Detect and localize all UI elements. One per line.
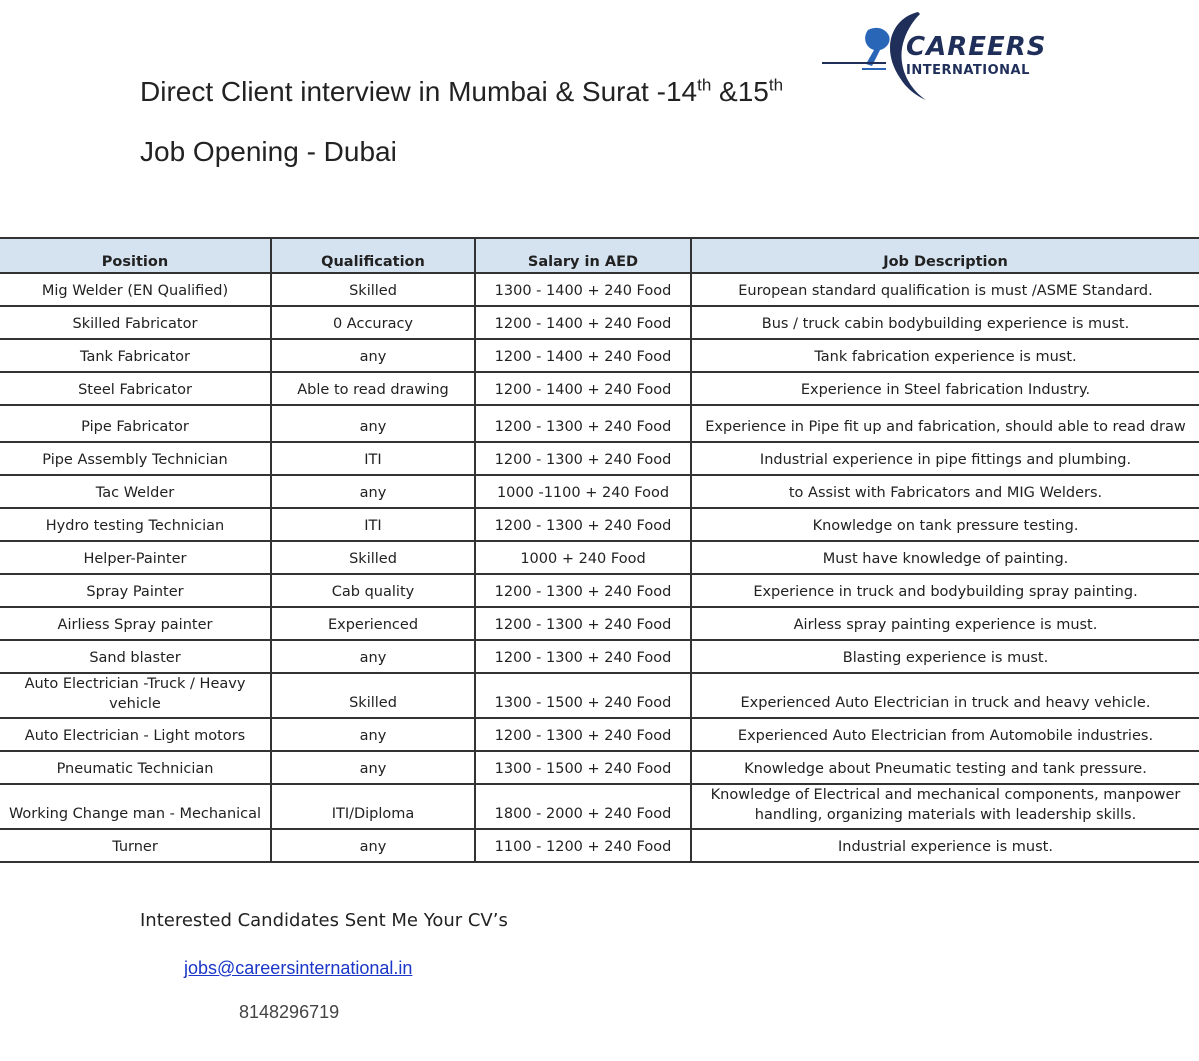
- table-row: [0, 339, 1199, 372]
- table-row: [0, 306, 1199, 339]
- salary-cell: 1100 - 1200 + 240 Food: [475, 829, 691, 862]
- table-row: [0, 751, 1199, 784]
- description-cell: Airless spray painting experience is must.: [691, 607, 1199, 640]
- qualification-cell: any: [271, 718, 475, 751]
- salary-cell: 1300 - 1400 + 240 Food: [475, 273, 691, 306]
- description-cell: Experience in Pipe fit up and fabrication, should able to read draw: [691, 405, 1199, 442]
- position-cell: Auto Electrician -Truck / Heavy vehicle: [0, 673, 271, 718]
- description-cell: Experience in Steel fabrication Industry.: [691, 372, 1199, 405]
- logo-subtitle: INTERNATIONAL: [906, 63, 1030, 78]
- salary-cell: 1300 - 1500 + 240 Food: [475, 673, 691, 718]
- column-header-qualification: Qualification: [271, 238, 475, 273]
- page-title: Job Opening - Dubai: [140, 136, 397, 167]
- description-cell: Industrial experience in pipe fittings and plumbing.: [691, 442, 1199, 475]
- salary-cell: 1200 - 1300 + 240 Food: [475, 574, 691, 607]
- table-row: [0, 829, 1199, 862]
- table-row: [0, 372, 1199, 405]
- qualification-cell: any: [271, 751, 475, 784]
- salary-cell: 1000 -1100 + 240 Food: [475, 475, 691, 508]
- qualification-cell: any: [271, 640, 475, 673]
- position-cell: Auto Electrician - Light motors: [0, 718, 271, 751]
- table-row: [0, 607, 1199, 640]
- table-row: [0, 574, 1199, 607]
- table-row: [0, 673, 1199, 718]
- position-cell: Airliess Spray painter: [0, 607, 271, 640]
- careers-international-logo: [822, 8, 1047, 104]
- position-cell: Mig Welder (EN Qualified): [0, 273, 271, 306]
- salary-cell: 1200 - 1300 + 240 Food: [475, 508, 691, 541]
- salary-cell: 1200 - 1300 + 240 Food: [475, 718, 691, 751]
- salary-cell: 1200 - 1300 + 240 Food: [475, 405, 691, 442]
- qualification-cell: any: [271, 339, 475, 372]
- table-row: [0, 405, 1199, 442]
- qualification-cell: Able to read drawing: [271, 372, 475, 405]
- description-cell: Knowledge of Electrical and mechanical components, manpower handling, organizing materials with leadership skills.: [691, 784, 1199, 829]
- job-openings-table: [0, 237, 1199, 863]
- salary-cell: 1200 - 1300 + 240 Food: [475, 640, 691, 673]
- salary-cell: 1200 - 1300 + 240 Food: [475, 442, 691, 475]
- qualification-cell: ITI: [271, 442, 475, 475]
- description-cell: Knowledge on tank pressure testing.: [691, 508, 1199, 541]
- qualification-cell: ITI: [271, 508, 475, 541]
- qualification-cell: any: [271, 829, 475, 862]
- description-cell: Tank fabrication experience is must.: [691, 339, 1199, 372]
- description-cell: Industrial experience is must.: [691, 829, 1199, 862]
- table-row: [0, 784, 1199, 829]
- position-cell: Tac Welder: [0, 475, 271, 508]
- qualification-cell: Skilled: [271, 541, 475, 574]
- table-header-row: [0, 238, 1199, 273]
- description-cell: European standard qualification is must /ASME Standard.: [691, 273, 1199, 306]
- qualification-cell: any: [271, 405, 475, 442]
- table-row: [0, 442, 1199, 475]
- salary-cell: 1200 - 1400 + 240 Food: [475, 306, 691, 339]
- phone-number: 8148296719: [239, 1002, 340, 1022]
- position-cell: Hydro testing Technician: [0, 508, 271, 541]
- table-row: [0, 273, 1199, 306]
- description-cell: Bus / truck cabin bodybuilding experience is must.: [691, 306, 1199, 339]
- description-cell: Blasting experience is must.: [691, 640, 1199, 673]
- position-cell: Pipe Fabricator: [0, 405, 271, 442]
- column-header-position: Position: [0, 238, 271, 273]
- qualification-cell: Skilled: [271, 273, 475, 306]
- description-cell: Must have knowledge of painting.: [691, 541, 1199, 574]
- position-cell: Steel Fabricator: [0, 372, 271, 405]
- table-row: [0, 718, 1199, 751]
- table-row: [0, 640, 1199, 673]
- table-row: [0, 541, 1199, 574]
- qualification-cell: ITI/Diploma: [271, 784, 475, 829]
- position-cell: Turner: [0, 829, 271, 862]
- salary-cell: 1200 - 1300 + 240 Food: [475, 607, 691, 640]
- description-cell: Experienced Auto Electrician in truck and heavy vehicle.: [691, 673, 1199, 718]
- qualification-cell: Skilled: [271, 673, 475, 718]
- qualification-cell: 0 Accuracy: [271, 306, 475, 339]
- footer-note: Interested Candidates Sent Me Your CV’s: [140, 910, 508, 931]
- headline: Direct Client interview in Mumbai & Surat -14th &15th: [140, 75, 784, 107]
- position-cell: Pneumatic Technician: [0, 751, 271, 784]
- salary-cell: 1300 - 1500 + 240 Food: [475, 751, 691, 784]
- email-link[interactable]: jobs@careersinternational.in: [184, 958, 413, 978]
- column-header-salary: Salary in AED: [475, 238, 691, 273]
- table-row: [0, 475, 1199, 508]
- description-cell: to Assist with Fabricators and MIG Welders.: [691, 475, 1199, 508]
- position-cell: Helper-Painter: [0, 541, 271, 574]
- position-cell: Sand blaster: [0, 640, 271, 673]
- position-cell: Skilled Fabricator: [0, 306, 271, 339]
- salary-cell: 1200 - 1400 + 240 Food: [475, 339, 691, 372]
- qualification-cell: any: [271, 475, 475, 508]
- description-cell: Experienced Auto Electrician from Automobile industries.: [691, 718, 1199, 751]
- salary-cell: 1000 + 240 Food: [475, 541, 691, 574]
- position-cell: Spray Painter: [0, 574, 271, 607]
- description-cell: Experience in truck and bodybuilding spray painting.: [691, 574, 1199, 607]
- column-header-job-description: Job Description: [691, 238, 1199, 273]
- position-cell: Pipe Assembly Technician: [0, 442, 271, 475]
- salary-cell: 1800 - 2000 + 240 Food: [475, 784, 691, 829]
- salary-cell: 1200 - 1400 + 240 Food: [475, 372, 691, 405]
- table-row: [0, 508, 1199, 541]
- qualification-cell: Experienced: [271, 607, 475, 640]
- qualification-cell: Cab quality: [271, 574, 475, 607]
- description-cell: Knowledge about Pneumatic testing and tank pressure.: [691, 751, 1199, 784]
- position-cell: Working Change man - Mechanical: [0, 784, 271, 829]
- position-cell: Tank Fabricator: [0, 339, 271, 372]
- logo-name: CAREERS: [906, 32, 1047, 62]
